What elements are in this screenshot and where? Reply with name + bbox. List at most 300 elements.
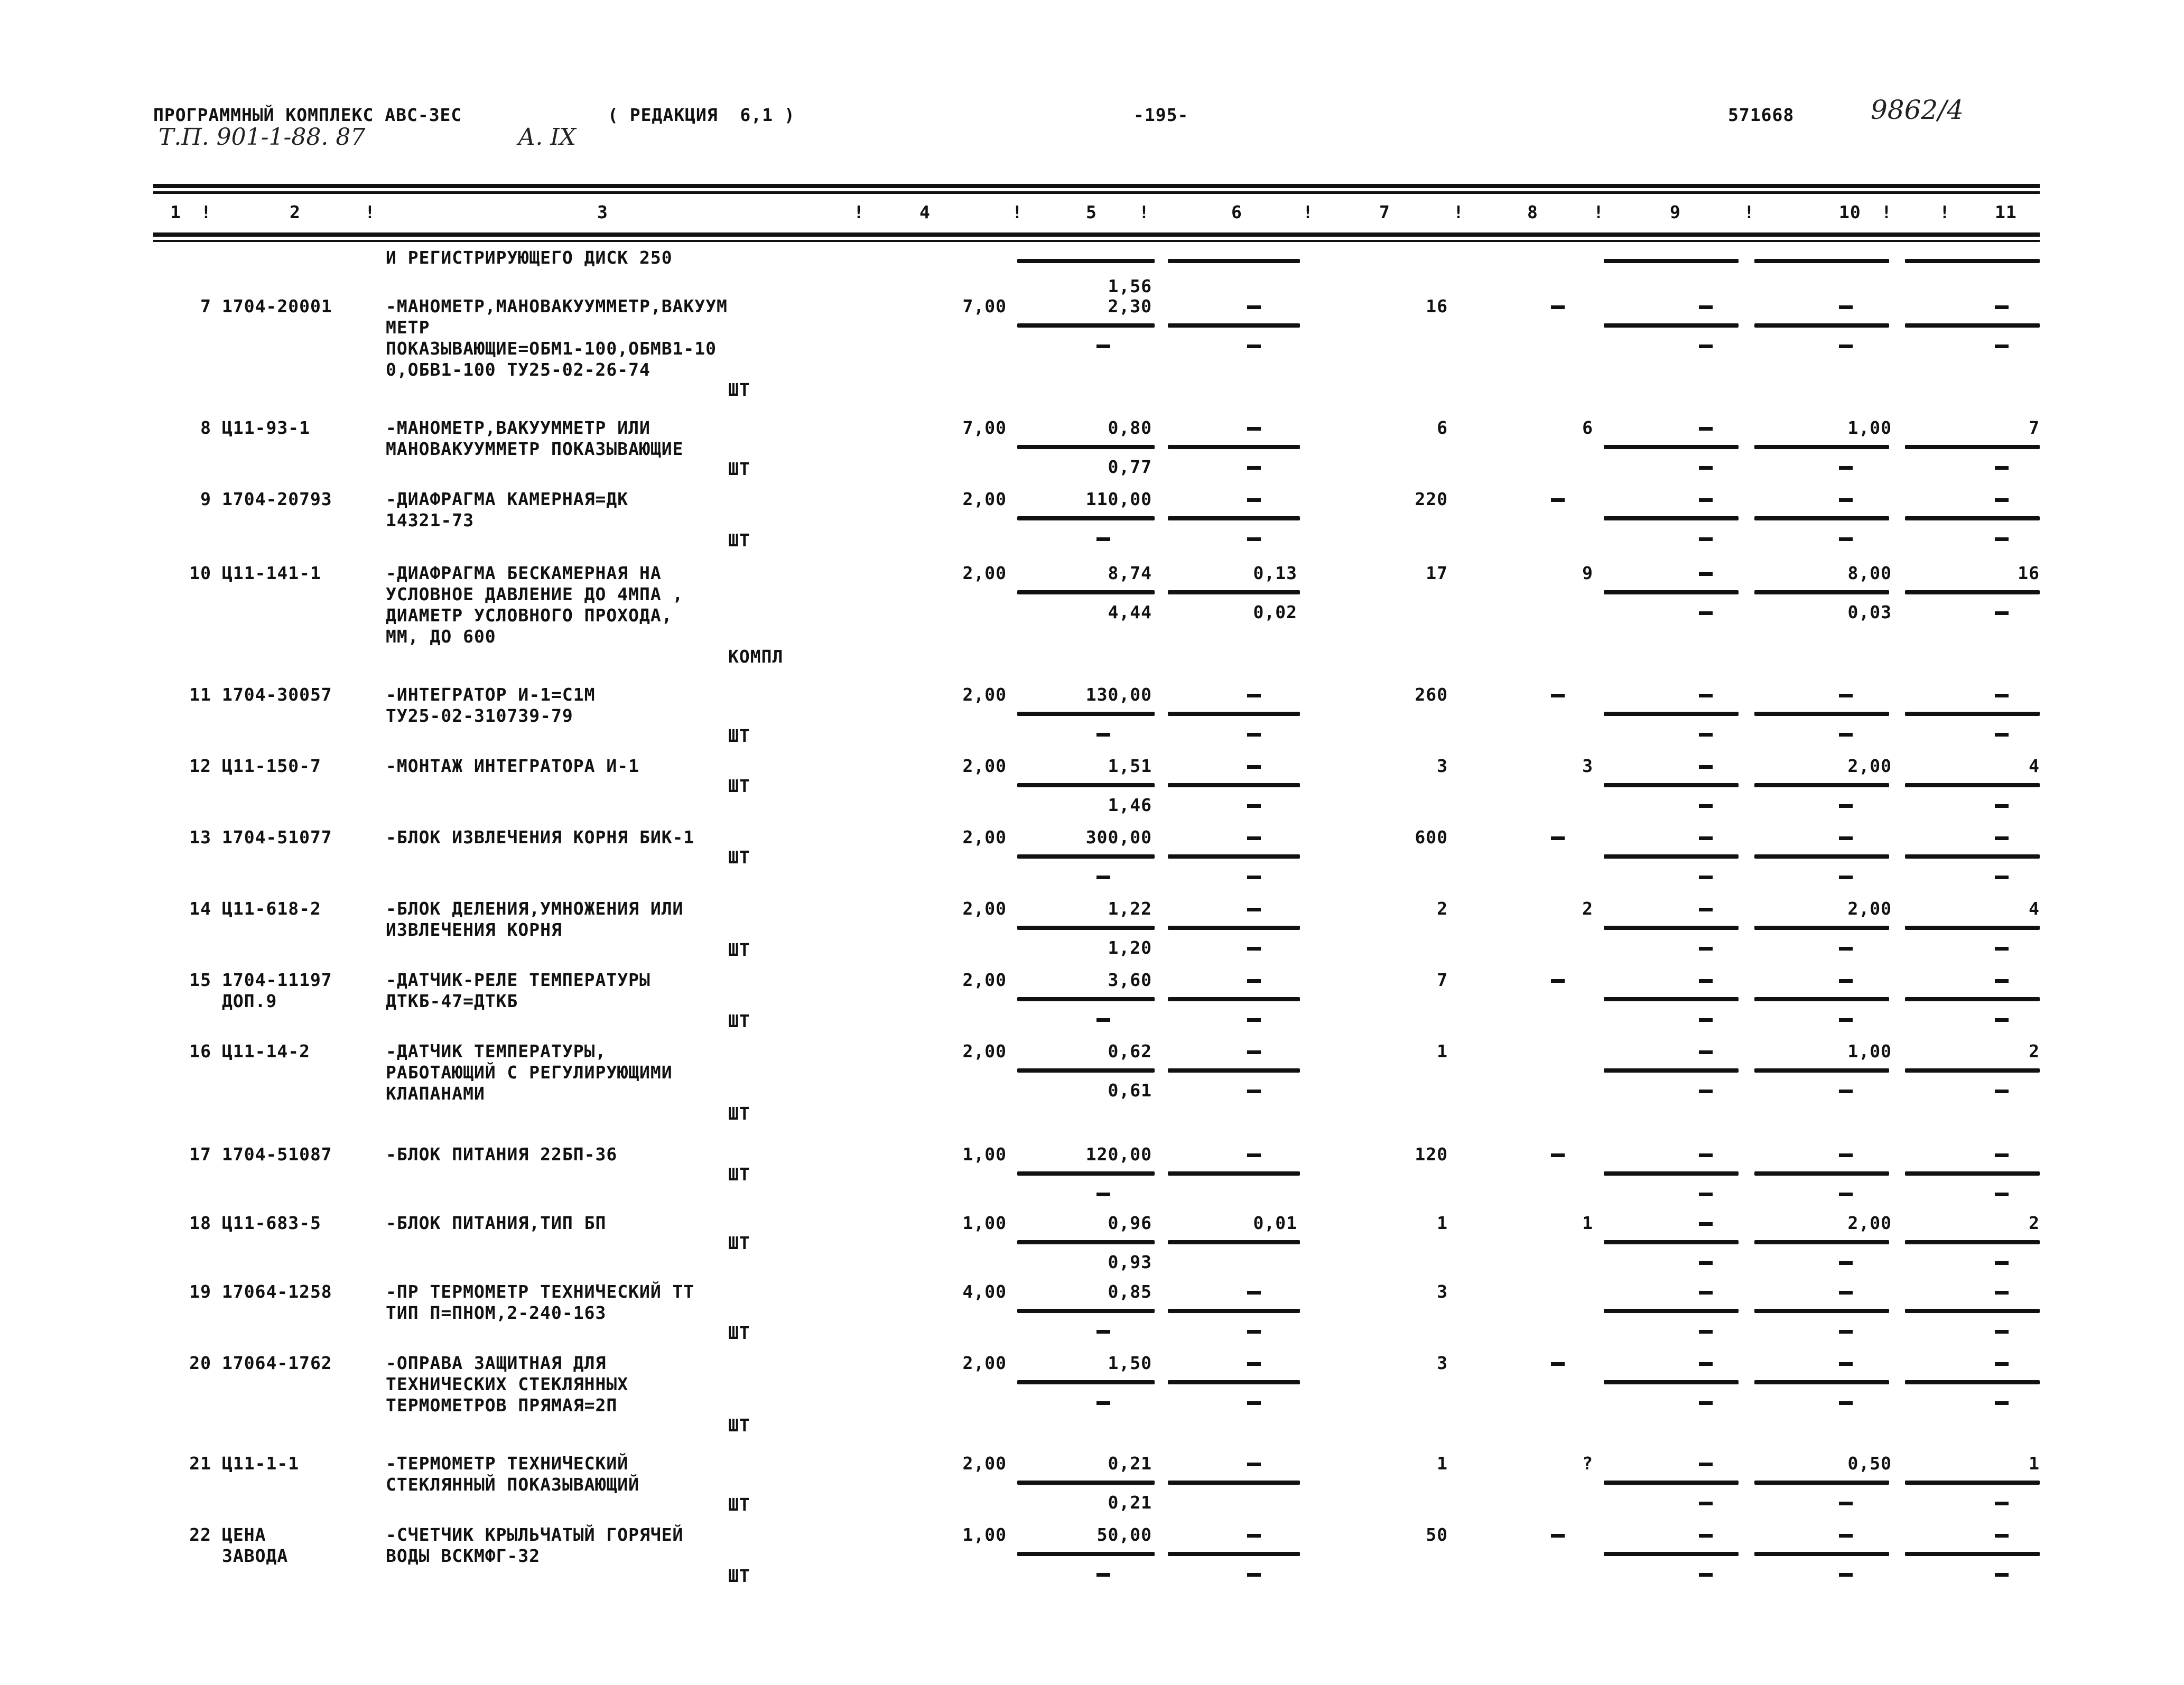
col10-value: 2,00 (1847, 898, 1892, 919)
header-rule-2 (153, 191, 2040, 194)
row-description-line: ПОКАЗЫВАЮЩИЕ=ОБМ1-100,ОБМВ1-10 (386, 338, 717, 359)
row-code-extra: ДОП.9 (222, 991, 277, 1011)
col11-value: 4 (2029, 898, 2040, 919)
dash-mark (1247, 1090, 1261, 1093)
column-separator: ! (1881, 202, 1892, 222)
rule-segment (1905, 445, 2040, 449)
row-code: 1704-30057 (222, 684, 332, 705)
column-header-1: 1 (170, 202, 181, 222)
rule-segment (1905, 1171, 2040, 1176)
dash-mark (1247, 1401, 1261, 1405)
row-code: Ц11-1-1 (222, 1453, 300, 1474)
dash-mark (1096, 1330, 1110, 1334)
dash-mark (1995, 1018, 2009, 1022)
row-description-line: МЕТР (386, 317, 430, 338)
column-separator: ! (1744, 202, 1755, 222)
handwritten-album: А. IX (518, 124, 576, 151)
rule-segment (1754, 259, 1889, 263)
row-number: 10 (189, 563, 211, 583)
column-header-8: 8 (1527, 202, 1538, 222)
price-sub-value: 4,44 (1108, 602, 1152, 622)
price-value: 0,21 (1108, 1453, 1152, 1474)
unit-label: ШТ (728, 1011, 750, 1031)
dash-mark (1699, 1502, 1713, 1505)
rule-segment (1905, 712, 2040, 716)
row-description-line: ТЕРМОМЕТРОВ ПРЯМАЯ=2П (386, 1395, 618, 1416)
dash-mark (1699, 1018, 1713, 1022)
rule-segment (1754, 1552, 1889, 1556)
dash-mark (1247, 1534, 1261, 1538)
dash-mark (1699, 908, 1713, 911)
dash-mark (1839, 1193, 1853, 1196)
price-note: 1,56 (1108, 276, 1152, 296)
row-description-line: -СЧЕТЧИК КРЫЛЬЧАТЫЙ ГОРЯЧЕЙ (386, 1524, 684, 1545)
rule-segment (1168, 1068, 1300, 1073)
rule-segment (1604, 712, 1739, 716)
unit-label: ШТ (728, 725, 750, 746)
dash-mark (1699, 1222, 1713, 1226)
row-description-line: ТЕХНИЧЕСКИХ СТЕКЛЯННЫХ (386, 1374, 629, 1394)
dash-mark (1699, 1050, 1713, 1054)
column-separator: ! (853, 202, 865, 222)
dash-mark (1995, 1573, 2009, 1577)
price-value: 0,62 (1108, 1041, 1152, 1062)
edition-label: ( РЕДАКЦИЯ 6,1 ) (608, 105, 795, 125)
column-header-5: 5 (1086, 202, 1097, 222)
quantity-value: 1,00 (962, 1144, 1007, 1165)
row-description-line: УСЛОВНОЕ ДАВЛЕНИЕ ДО 4МПА , (386, 584, 684, 604)
dash-mark (1995, 466, 2009, 470)
rule-segment (1168, 1481, 1300, 1485)
rule-segment (1754, 590, 1889, 594)
dash-mark (1699, 694, 1713, 697)
handwritten-project: Т.П. 901-1-88. 87 (159, 124, 366, 151)
col7-value: 16 (1426, 296, 1448, 316)
rule-segment (1604, 1481, 1739, 1485)
row-code: 1704-20793 (222, 489, 332, 509)
rule-segment (1754, 997, 1889, 1001)
quantity-value: 7,00 (962, 296, 1007, 316)
column-separator: ! (201, 202, 212, 222)
rule-segment (1017, 1309, 1155, 1313)
dash-mark (1995, 1193, 2009, 1196)
row-code: Ц11-141-1 (222, 563, 321, 583)
row-number: 13 (189, 827, 211, 848)
row-code-extra: ЗАВОДА (222, 1546, 289, 1566)
col10-value: 2,00 (1847, 756, 1892, 776)
col6-value: 0,01 (1253, 1213, 1297, 1233)
dash-mark (1995, 305, 2009, 309)
quantity-value: 4,00 (962, 1281, 1007, 1302)
rule-segment (1168, 783, 1300, 787)
rule-segment (1905, 783, 2040, 787)
unit-label: ШТ (728, 530, 750, 551)
column-header-9: 9 (1670, 202, 1681, 222)
row-description-line: -ОПРАВА ЗАЩИТНАЯ ДЛЯ (386, 1353, 607, 1373)
page-number: -195- (1133, 105, 1189, 125)
row-description-line: -ДИАФРАГМА КАМЕРНАЯ=ДК (386, 489, 629, 509)
dash-mark (1839, 1502, 1853, 1505)
price-value: 1,51 (1108, 756, 1152, 776)
dash-mark (1995, 804, 2009, 808)
dash-mark (1551, 979, 1565, 983)
column-header-2: 2 (290, 202, 301, 222)
rule-segment (1604, 1171, 1739, 1176)
rule-segment (1017, 1068, 1155, 1073)
rule-segment (1604, 1309, 1739, 1313)
row-description-line: -МАНОМЕТР,ВАКУУММЕТР ИЛИ (386, 417, 650, 438)
rule-segment (1754, 1240, 1889, 1244)
dash-mark (1839, 1018, 1853, 1022)
unit-label: ШТ (728, 1233, 750, 1253)
dash-mark (1247, 305, 1261, 309)
price-value: 1,22 (1108, 898, 1152, 919)
col7-value: 1 (1437, 1453, 1448, 1474)
col8-value: ? (1582, 1453, 1593, 1474)
col6-sub-value: 0,02 (1253, 602, 1297, 622)
unit-label: ШТ (728, 1566, 750, 1586)
col11-value: 16 (2018, 563, 2040, 583)
col11-value: 2 (2029, 1041, 2040, 1062)
rule-segment (1017, 712, 1155, 716)
unit-label: ШТ (728, 776, 750, 796)
dash-mark (1699, 1261, 1713, 1265)
column-separator: ! (1939, 202, 1950, 222)
dash-mark (1096, 733, 1110, 737)
dash-mark (1551, 694, 1565, 697)
row-number: 11 (189, 684, 211, 705)
dash-mark (1247, 1050, 1261, 1054)
dash-mark (1247, 345, 1261, 348)
dash-mark (1699, 1463, 1713, 1466)
row-description-line: -ТЕРМОМЕТР ТЕХНИЧЕСКИЙ (386, 1453, 629, 1474)
rule-segment (1604, 997, 1739, 1001)
rule-segment (1168, 854, 1300, 859)
rule-segment (1754, 323, 1889, 328)
unit-label: ШТ (728, 1415, 750, 1436)
rule-segment (1905, 259, 2040, 263)
price-value: 1,50 (1108, 1353, 1152, 1373)
rule-segment (1168, 1380, 1300, 1384)
dash-mark (1247, 1153, 1261, 1157)
row-description-line: -МОНТАЖ ИНТЕГРАТОРА И-1 (386, 756, 639, 776)
rule-segment (1168, 590, 1300, 594)
col7-value: 1 (1437, 1213, 1448, 1233)
row-description-line: -ИНТЕГРАТОР И-1=С1М (386, 684, 596, 705)
quantity-value: 2,00 (962, 898, 1007, 919)
dash-mark (1096, 537, 1110, 541)
unit-label: ШТ (728, 1323, 750, 1343)
row-description-line: -ДИАФРАГМА БЕСКАМЕРНАЯ НА (386, 563, 662, 583)
rule-segment (1905, 1481, 2040, 1485)
dash-mark (1839, 1401, 1853, 1405)
rule-segment (1168, 1240, 1300, 1244)
unit-label: ШТ (728, 1164, 750, 1185)
dash-mark (1247, 804, 1261, 808)
dash-mark (1699, 1291, 1713, 1295)
rule-segment (1905, 997, 2040, 1001)
col10-value: 8,00 (1847, 563, 1892, 583)
dash-mark (1247, 537, 1261, 541)
dash-mark (1247, 947, 1261, 951)
row-code: Ц11-618-2 (222, 898, 321, 919)
rule-segment (1754, 926, 1889, 930)
dash-mark (1995, 947, 2009, 951)
document-code: 571668 (1728, 105, 1795, 125)
dash-mark (1096, 1573, 1110, 1577)
col7-value: 260 (1415, 684, 1448, 705)
row-code: 1704-51077 (222, 827, 332, 848)
row-number: 17 (189, 1144, 211, 1165)
dash-mark (1839, 1362, 1853, 1366)
dash-mark (1839, 466, 1853, 470)
row-description-line: -ДАТЧИК-РЕЛЕ ТЕМПЕРАТУРЫ (386, 970, 650, 990)
dash-mark (1839, 305, 1853, 309)
column-separator: ! (1453, 202, 1464, 222)
dash-mark (1247, 427, 1261, 431)
quantity-value: 2,00 (962, 827, 1007, 848)
dash-mark (1995, 1362, 2009, 1366)
col10-value: 2,00 (1847, 1213, 1892, 1233)
dash-mark (1995, 1330, 2009, 1334)
dash-mark (1247, 1018, 1261, 1022)
dash-mark (1247, 733, 1261, 737)
rule-segment (1017, 854, 1155, 859)
row-number: 22 (189, 1524, 211, 1545)
dash-mark (1247, 1362, 1261, 1366)
rule-segment (1017, 1380, 1155, 1384)
dash-mark (1699, 765, 1713, 769)
quantity-value: 2,00 (962, 489, 1007, 509)
dash-mark (1839, 537, 1853, 541)
rule-segment (1017, 1240, 1155, 1244)
dash-mark (1699, 804, 1713, 808)
dash-mark (1839, 876, 1853, 879)
row-description-line: -БЛОК ДЕЛЕНИЯ,УМНОЖЕНИЯ ИЛИ (386, 898, 684, 919)
price-sub-value: 0,21 (1108, 1492, 1152, 1513)
dash-mark (1839, 1261, 1853, 1265)
rule-segment (1905, 1240, 2040, 1244)
price-value: 0,85 (1108, 1281, 1152, 1302)
dash-mark (1699, 947, 1713, 951)
col7-value: 120 (1415, 1144, 1448, 1165)
col10-value: 0,50 (1847, 1453, 1892, 1474)
dash-mark (1699, 345, 1713, 348)
dash-mark (1839, 1090, 1853, 1093)
row-number: 18 (189, 1213, 211, 1233)
dash-mark (1839, 498, 1853, 502)
rule-segment (1017, 1481, 1155, 1485)
row-description-line: 0,ОБВ1-100 ТУ25-02-26-74 (386, 359, 650, 380)
quantity-value: 2,00 (962, 756, 1007, 776)
row-description-line: -МАНОМЕТР,МАНОВАКУУММЕТР,ВАКУУМ (386, 296, 728, 316)
dash-mark (1699, 1330, 1713, 1334)
price-value: 50,00 (1096, 1524, 1152, 1545)
row-description-line: -ПР ТЕРМОМЕТР ТЕХНИЧЕСКИЙ ТТ (386, 1281, 695, 1302)
quantity-value: 2,00 (962, 970, 1007, 990)
quantity-value: 2,00 (962, 1353, 1007, 1373)
column-header-6: 6 (1231, 202, 1242, 222)
rule-segment (1604, 1068, 1739, 1073)
rule-segment (1168, 1552, 1300, 1556)
dash-mark (1699, 572, 1713, 576)
rule-segment (1017, 997, 1155, 1001)
price-value: 8,74 (1108, 563, 1152, 583)
dash-mark (1839, 1330, 1853, 1334)
col8-value: 9 (1582, 563, 1593, 583)
dash-mark (1995, 345, 2009, 348)
col7-value: 3 (1437, 1353, 1448, 1373)
price-sub-value: 1,46 (1108, 795, 1152, 815)
row-number: 14 (189, 898, 211, 919)
col8-value: 3 (1582, 756, 1593, 776)
row-description-line: МАНОВАКУУММЕТР ПОКАЗЫВАЮЩИЕ (386, 439, 684, 459)
header-rule-top (153, 184, 2040, 188)
row-number: 21 (189, 1453, 211, 1474)
dash-mark (1247, 876, 1261, 879)
dash-mark (1551, 836, 1565, 840)
rule-segment (1754, 445, 1889, 449)
dash-mark (1247, 836, 1261, 840)
unit-label: ШТ (728, 379, 750, 400)
rule-segment (1604, 259, 1739, 263)
price-value: 2,30 (1108, 296, 1152, 316)
rule-segment (1017, 445, 1155, 449)
dash-mark (1995, 611, 2009, 615)
dash-mark (1699, 498, 1713, 502)
dash-mark (1839, 804, 1853, 808)
dash-mark (1551, 1153, 1565, 1157)
column-header-4: 4 (919, 202, 931, 222)
col8-value: 1 (1582, 1213, 1593, 1233)
quantity-value: 1,00 (962, 1213, 1007, 1233)
unit-label: ШТ (728, 1494, 750, 1515)
row-code: Ц11-93-1 (222, 417, 310, 438)
dash-mark (1699, 876, 1713, 879)
dash-mark (1995, 1502, 2009, 1505)
rule-segment (1754, 1068, 1889, 1073)
rule-segment (1168, 323, 1300, 328)
col7-value: 6 (1437, 417, 1448, 438)
row-description-line: 14321-73 (386, 510, 474, 530)
rule-segment (1017, 1171, 1155, 1176)
dash-mark (1699, 1090, 1713, 1093)
row-description-line: ИЗВЛЕЧЕНИЯ КОРНЯ (386, 919, 562, 940)
col6-value: 0,13 (1253, 563, 1297, 583)
rule-segment (1168, 997, 1300, 1001)
dash-mark (1699, 466, 1713, 470)
row-code: 17064-1258 (222, 1281, 332, 1302)
price-value: 120,00 (1085, 1144, 1152, 1165)
dash-mark (1839, 979, 1853, 983)
col7-value: 2 (1437, 898, 1448, 919)
header-rule-bottom-2 (153, 240, 2040, 242)
col11-value: 2 (2029, 1213, 2040, 1233)
price-sub-value: 0,93 (1108, 1252, 1152, 1272)
dash-mark (1551, 1362, 1565, 1366)
dash-mark (1096, 876, 1110, 879)
row-description-line: -БЛОК ПИТАНИЯ 22БП-36 (386, 1144, 618, 1165)
quantity-value: 2,00 (962, 684, 1007, 705)
price-sub-value: 0,77 (1108, 457, 1152, 477)
rule-segment (1017, 590, 1155, 594)
column-separator: ! (1593, 202, 1604, 222)
dash-mark (1839, 733, 1853, 737)
rule-segment (1168, 712, 1300, 716)
dash-mark (1995, 1261, 2009, 1265)
price-sub-value: 0,61 (1108, 1080, 1152, 1101)
dash-mark (1551, 305, 1565, 309)
price-value: 110,00 (1085, 489, 1152, 509)
dash-mark (1995, 498, 2009, 502)
rule-segment (1168, 1309, 1300, 1313)
dash-mark (1699, 733, 1713, 737)
price-value: 0,80 (1108, 417, 1152, 438)
dash-mark (1995, 876, 2009, 879)
column-separator: ! (1139, 202, 1150, 222)
price-value: 3,60 (1108, 970, 1152, 990)
row-description-line: ММ, ДО 600 (386, 626, 496, 647)
rule-segment (1168, 445, 1300, 449)
rule-segment (1754, 516, 1889, 520)
rule-segment (1754, 712, 1889, 716)
dash-mark (1096, 345, 1110, 348)
rule-segment (1754, 1481, 1889, 1485)
price-value: 300,00 (1085, 827, 1152, 848)
col10-sub-value: 0,03 (1847, 602, 1892, 622)
dash-mark (1247, 1330, 1261, 1334)
dash-mark (1699, 836, 1713, 840)
col7-value: 600 (1415, 827, 1448, 848)
dash-mark (1247, 765, 1261, 769)
column-header-10: 10 (1839, 202, 1861, 222)
dash-mark (1699, 1573, 1713, 1577)
unit-label: ШТ (728, 1103, 750, 1124)
dash-mark (1699, 1362, 1713, 1366)
row-description-line: ТУ25-02-310739-79 (386, 705, 573, 726)
continuation-line: И РЕГИСТРИРУЮЩЕГО ДИСК 250 (386, 247, 673, 268)
row-code: Ц11-14-2 (222, 1041, 310, 1062)
col8-value: 6 (1582, 417, 1593, 438)
col10-value: 1,00 (1847, 417, 1892, 438)
row-description-line: -БЛОК ИЗВЛЕЧЕНИЯ КОРНЯ БИК-1 (386, 827, 695, 848)
rule-segment (1905, 1309, 2040, 1313)
dash-mark (1699, 1153, 1713, 1157)
dash-mark (1247, 694, 1261, 697)
dash-mark (1995, 733, 2009, 737)
row-number: 7 (200, 296, 211, 316)
row-description-line: ТИП П=ПНОМ,2-240-163 (386, 1302, 607, 1323)
row-code: Ц11-683-5 (222, 1213, 321, 1233)
rule-segment (1017, 926, 1155, 930)
column-separator: ! (1012, 202, 1023, 222)
row-number: 16 (189, 1041, 211, 1062)
quantity-value: 1,00 (962, 1524, 1007, 1545)
column-header-7: 7 (1379, 202, 1390, 222)
rule-segment (1604, 1240, 1739, 1244)
row-description-line: СТЕКЛЯННЫЙ ПОКАЗЫВАЮЩИЙ (386, 1474, 639, 1495)
dash-mark (1839, 1291, 1853, 1295)
rule-segment (1754, 1171, 1889, 1176)
rule-segment (1604, 926, 1739, 930)
dash-mark (1247, 466, 1261, 470)
dash-mark (1839, 1534, 1853, 1538)
dash-mark (1699, 1534, 1713, 1538)
rule-segment (1017, 783, 1155, 787)
row-description-line: КЛАПАНАМИ (386, 1083, 485, 1104)
dash-mark (1247, 979, 1261, 983)
dash-mark (1551, 498, 1565, 502)
